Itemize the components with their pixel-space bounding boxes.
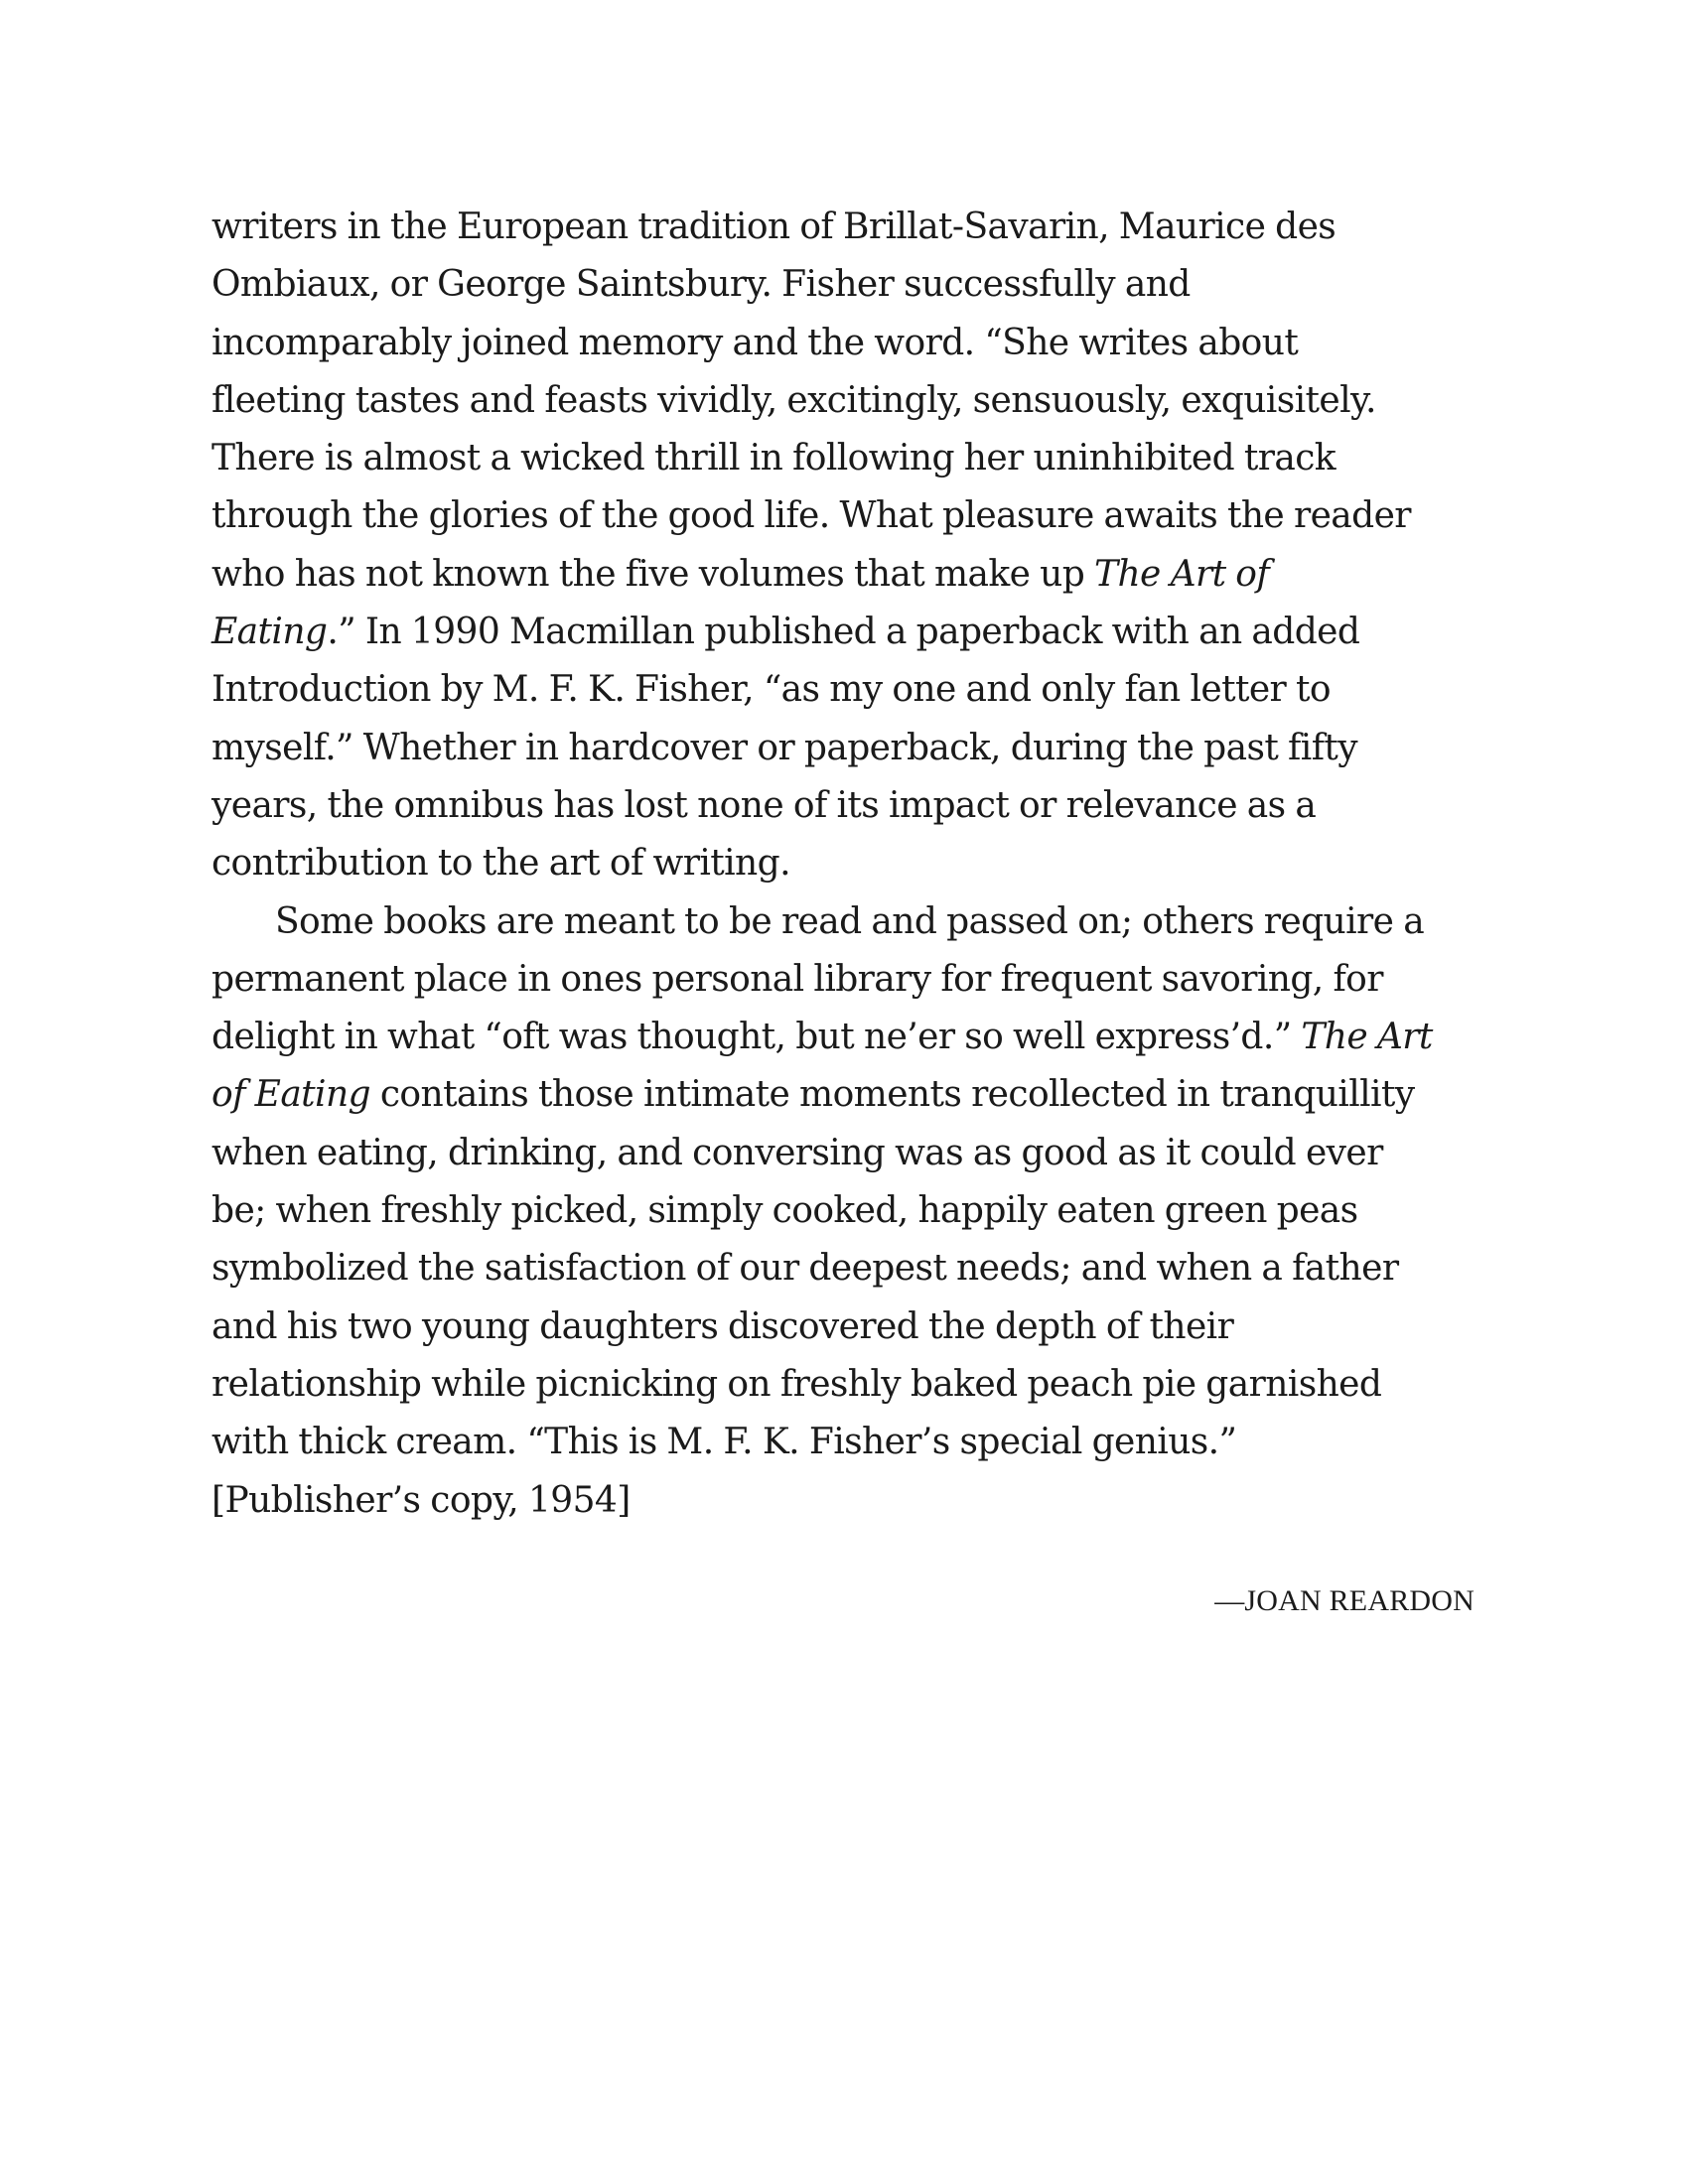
text-segment: through the glories of the good life. What pleasure awaits the reader [211, 495, 1411, 537]
text-segment: permanent place in ones personal library for frequent savoring, for [211, 958, 1383, 1000]
text-line [211, 777, 1475, 835]
text-segment: relationship while picnicking on freshly baked peach pie garnished [211, 1363, 1382, 1405]
text-line [211, 1182, 1475, 1240]
text-line [211, 1414, 1475, 1471]
text-segment: [Publisher’s copy, 1954] [211, 1479, 631, 1521]
text-segment: .” In 1990 Macmillan published a paperback with an added [327, 612, 1360, 653]
text-line [211, 487, 1475, 545]
italic-title-text: The Art [1301, 1017, 1433, 1058]
text-line [211, 430, 1475, 487]
text-segment: Some books are meant to be read and passed on; others require a [275, 900, 1425, 942]
body-text [211, 199, 1475, 1530]
text-line [211, 604, 1475, 661]
text-segment: and his two young daughters discovered the depth of their [211, 1305, 1234, 1347]
paragraph-1 [211, 199, 1475, 893]
text-segment: contains those intimate moments recollected in tranquillity [370, 1074, 1415, 1116]
text-line [211, 372, 1475, 430]
paragraph-2 [211, 893, 1475, 1530]
text-line [211, 1066, 1475, 1124]
text-line [211, 720, 1475, 777]
text-line [211, 256, 1475, 314]
text-line [211, 1472, 1475, 1530]
text-line [211, 835, 1475, 892]
text-line [211, 1125, 1475, 1182]
text-line [211, 315, 1475, 372]
text-line [211, 1298, 1475, 1356]
text-line [211, 951, 1475, 1009]
text-segment: Introduction by M. F. K. Fisher, “as my one and only fan letter to [211, 669, 1331, 711]
italic-title-text: The Art of [1094, 553, 1270, 595]
italic-title-text: Eating [211, 612, 328, 653]
text-segment: incomparably joined memory and the word. “She writes about [211, 322, 1299, 363]
text-segment: delight in what “oft was thought, but ne’er so well express’d.” [211, 1017, 1302, 1058]
text-segment: fleeting tastes and feasts vividly, excitingly, sensuously, exquisitely. [211, 379, 1376, 421]
text-segment: contribution to the art of writing. [211, 843, 790, 885]
text-line [211, 893, 1475, 951]
text-segment: with thick cream. “This is M. F. K. Fisher’s special genius.” [211, 1422, 1237, 1463]
italic-title-text: of Eating [211, 1074, 370, 1116]
text-segment: be; when freshly picked, simply cooked, happily eaten green peas [211, 1190, 1358, 1232]
text-line [211, 1009, 1475, 1066]
text-segment: Ombiaux, or George Saintsbury. Fisher successfully and [211, 264, 1191, 306]
text-segment: writers in the European tradition of Brillat-Savarin, Maurice des [211, 206, 1336, 247]
text-segment: myself.” Whether in hardcover or paperback, during the past fifty [211, 727, 1358, 768]
text-line [211, 1356, 1475, 1414]
text-line [211, 661, 1475, 719]
text-segment: symbolized the satisfaction of our deepest needs; and when a father [211, 1248, 1399, 1290]
text-segment: who has not known the five volumes that make up [211, 553, 1095, 595]
text-line [211, 199, 1475, 256]
text-segment: There is almost a wicked thrill in following her uninhibited track [211, 438, 1336, 479]
author-attribution: —JOAN REARDON [1214, 1584, 1475, 1617]
text-line [211, 546, 1475, 604]
text-line [211, 1240, 1475, 1297]
text-segment: when eating, drinking, and conversing was as good as it could ever [211, 1132, 1383, 1173]
text-segment: years, the omnibus has lost none of its impact or relevance as a [211, 784, 1317, 826]
